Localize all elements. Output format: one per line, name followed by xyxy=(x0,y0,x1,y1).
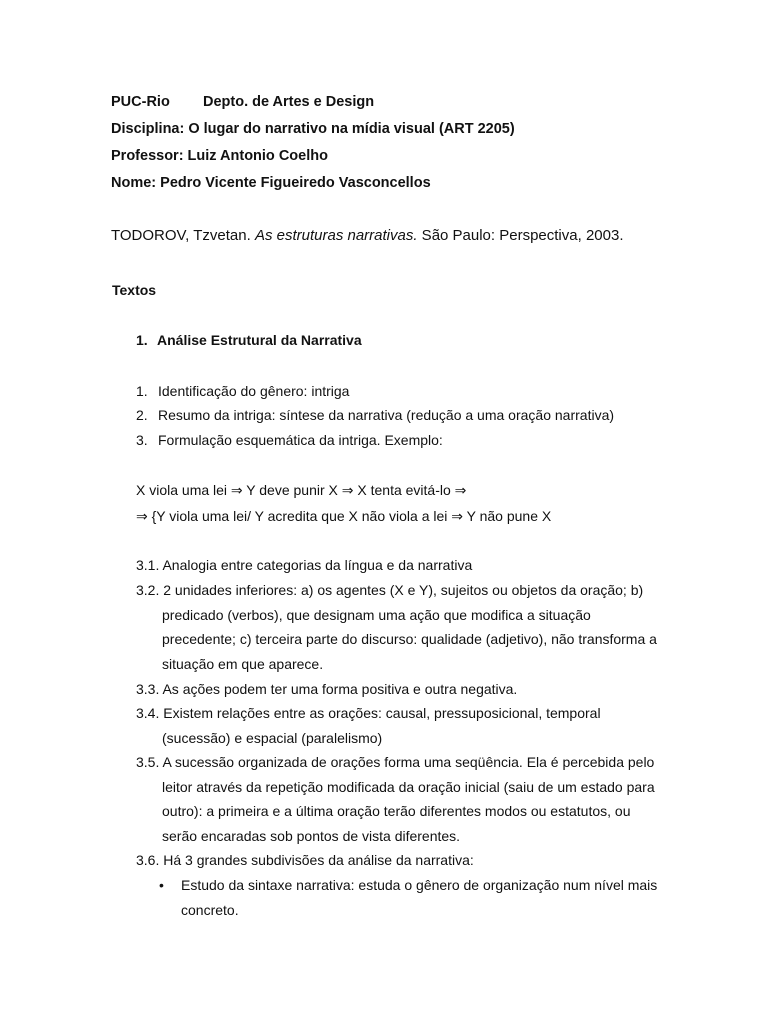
formula-line-2: ⇒ {Y viola uma lei/ Y acredita que X não viola a lei ⇒ Y não pune X xyxy=(136,508,552,524)
subpoint-3-2-line: situação em que aparece. xyxy=(162,656,324,672)
citation-author: TODOROV, Tzvetan. xyxy=(111,227,255,244)
bullet-text-line: Estudo da sintaxe narrativa: estuda o gênero de organização num nível mais xyxy=(181,877,658,893)
chapter-number: 1. xyxy=(136,332,148,348)
subpoint-3-6: 3.6. Há 3 grandes subdivisões da análise da narrativa: xyxy=(136,852,474,868)
subpoint-3-5-line: 3.5. A sucessão organizada de orações forma uma seqüência. Ela é percebida pelo xyxy=(136,754,655,770)
citation-publisher: São Paulo: Perspectiva, 2003. xyxy=(417,227,624,244)
student-name: Nome: Pedro Vicente Figueiredo Vasconcellos xyxy=(111,175,431,191)
subpoint-3-5-line: leitor através da repetição modificada da oração inicial (saiu de um estado para xyxy=(162,779,655,795)
step-number: 3. xyxy=(136,432,148,448)
step-number: 1. xyxy=(136,383,148,399)
citation-title: As estruturas narrativas. xyxy=(254,227,418,244)
formula-line-1: X viola uma lei ⇒ Y deve punir X ⇒ X tenta evitá-lo ⇒ xyxy=(136,482,467,498)
step-text: Resumo da intriga: síntese da narrativa (redução a uma oração narrativa) xyxy=(158,407,615,423)
subpoint-3-5-line: serão encaradas sob pontos de vista diferentes. xyxy=(162,828,461,844)
discipline: Disciplina: O lugar do narrativo na mídia visual (ART 2205) xyxy=(111,121,515,137)
step-text: Identificação do gênero: intriga xyxy=(158,383,350,399)
subpoint-3-5-line: outro): a primeira e a última oração terão diferentes modos ou estatutos, ou xyxy=(162,803,631,819)
subpoint-3-1: 3.1. Analogia entre categorias da língua e da narrativa xyxy=(136,557,473,573)
subpoint-3-2-line: predicado (verbos), que designam uma ação que modifica a situação xyxy=(162,607,591,623)
institution: PUC-Rio xyxy=(111,94,170,110)
subpoint-3-2-line: 3.2. 2 unidades inferiores: a) os agentes (X e Y), sujeitos ou objetos da oração; b) xyxy=(136,582,644,598)
professor: Professor: Luiz Antonio Coelho xyxy=(111,148,328,164)
subpoint-3-4-line: (sucessão) e espacial (paralelismo) xyxy=(162,730,383,746)
bibliographic-citation xyxy=(111,227,623,245)
department: Depto. de Artes e Design xyxy=(203,94,375,110)
bullet-icon: • xyxy=(159,877,164,893)
bullet-text-line: concreto. xyxy=(181,902,239,918)
subpoint-3-4-line: 3.4. Existem relações entre as orações: causal, pressuposicional, temporal xyxy=(136,705,601,721)
step-text: Formulação esquemática da intriga. Exemplo: xyxy=(158,432,443,448)
subpoint-3-2-line: precedente; c) terceira parte do discurso: qualidade (adjetivo), não transforma a xyxy=(162,631,657,647)
section-label: Textos xyxy=(112,282,157,298)
subpoint-3-3: 3.3. As ações podem ter uma forma positiva e outra negativa. xyxy=(136,681,518,697)
step-number: 2. xyxy=(136,407,148,423)
chapter-title: Análise Estrutural da Narrativa xyxy=(157,332,362,348)
